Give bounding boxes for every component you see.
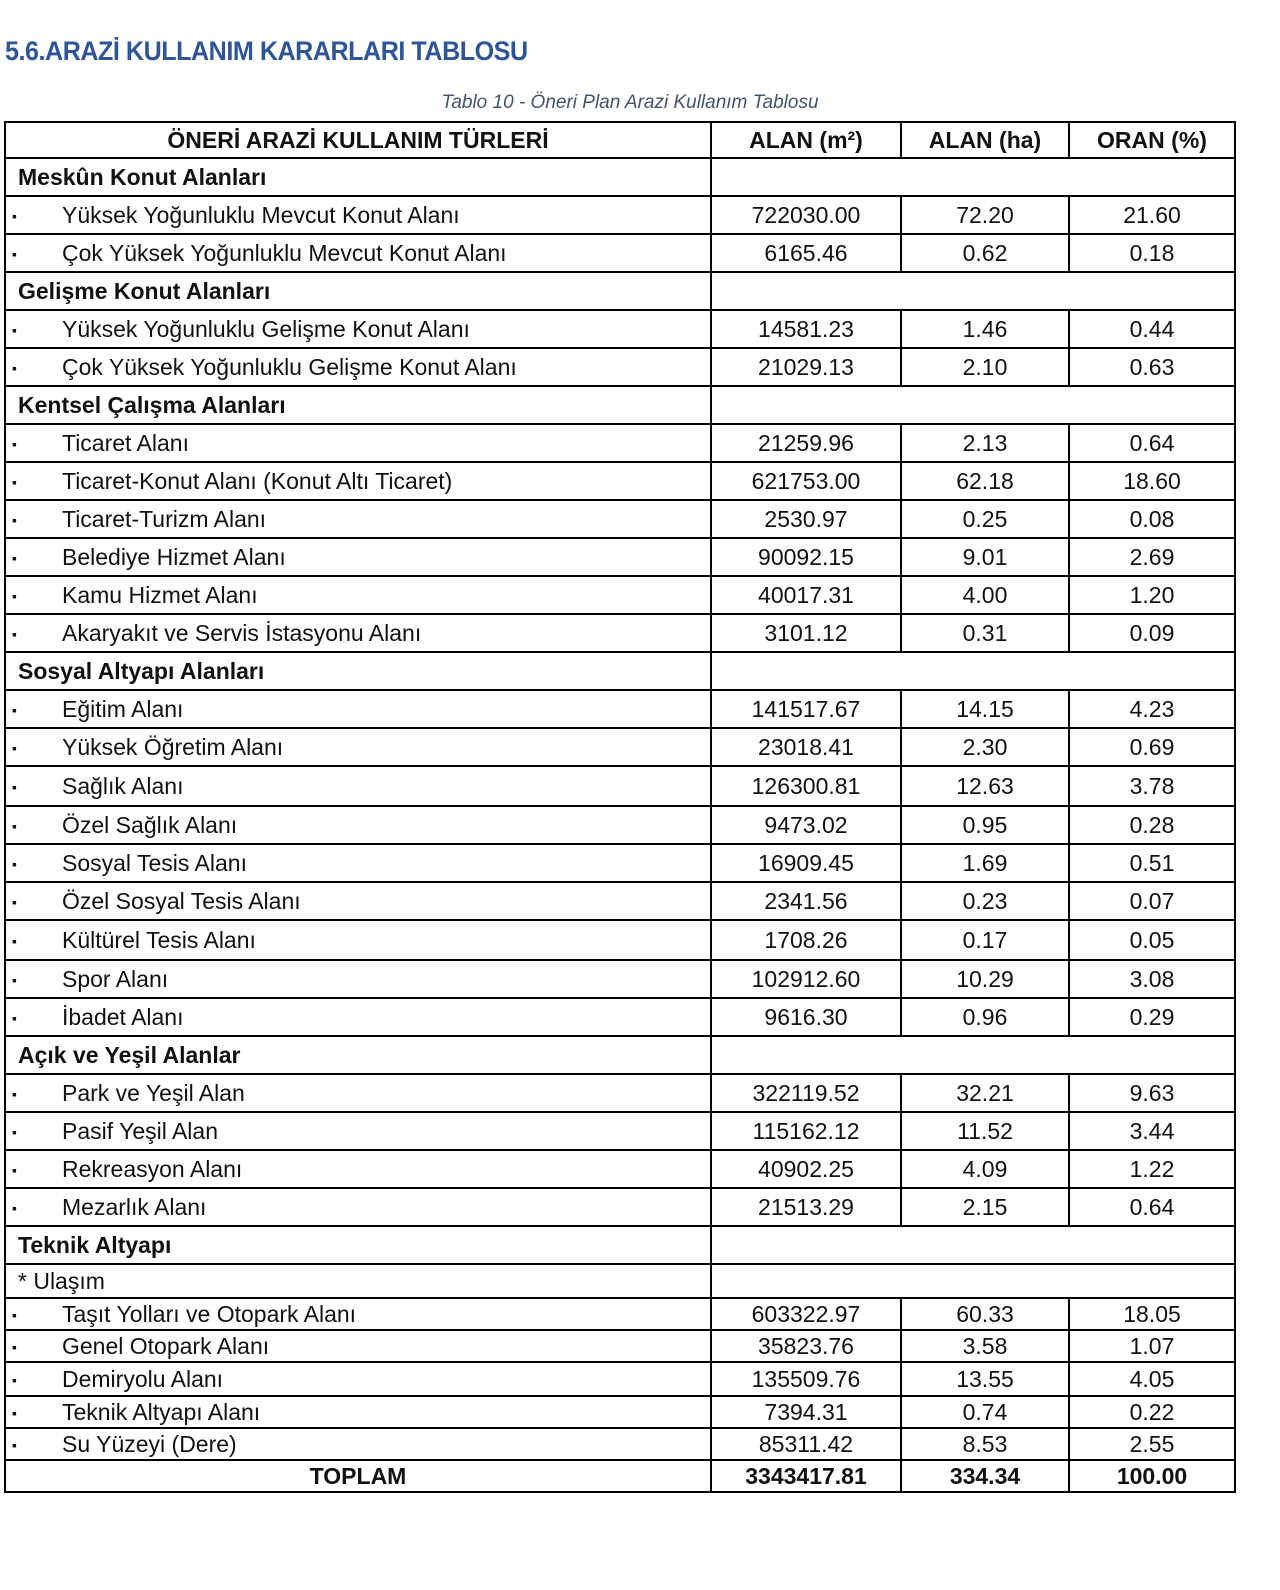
- total-area-m2: 3343417.81: [711, 1460, 901, 1492]
- bullet-icon: ▪: [12, 208, 17, 225]
- bullet-icon: ▪: [12, 1437, 17, 1454]
- ratio-cell: 3.44: [1069, 1112, 1235, 1150]
- land-use-type-cell: [5, 1188, 711, 1226]
- table-row: [5, 1074, 1235, 1112]
- area-m2-cell: 322119.52: [711, 1074, 901, 1112]
- area-ha-cell: 4.00: [901, 576, 1069, 614]
- ratio-cell: 4.23: [1069, 690, 1235, 728]
- ratio-cell: 0.51: [1069, 844, 1235, 882]
- ratio-cell: 0.07: [1069, 882, 1235, 920]
- category-label: Kentsel Çalışma Alanları: [5, 386, 711, 424]
- land-use-label: Çok Yüksek Yoğunluklu Mevcut Konut Alanı: [62, 239, 507, 266]
- empty-cell: [711, 1226, 1235, 1264]
- table-row: [5, 614, 1235, 652]
- bullet-icon: ▪: [12, 1124, 17, 1141]
- land-use-type-cell: [5, 690, 711, 728]
- area-ha-cell: 0.62: [901, 234, 1069, 272]
- land-use-type-cell: [5, 424, 711, 462]
- ratio-cell: 0.08: [1069, 500, 1235, 538]
- category-row: [5, 272, 1235, 310]
- area-ha-cell: 0.17: [901, 920, 1069, 960]
- area-ha-cell: 1.46: [901, 310, 1069, 348]
- header-ratio-percent: ORAN (%): [1069, 122, 1235, 158]
- area-m2-cell: 722030.00: [711, 196, 901, 234]
- ratio-cell: 9.63: [1069, 1074, 1235, 1112]
- ratio-cell: 2.55: [1069, 1428, 1235, 1460]
- land-use-label: Kültürel Tesis Alanı: [62, 926, 256, 953]
- ratio-cell: 0.28: [1069, 806, 1235, 844]
- land-use-label: Akaryakıt ve Servis İstasyonu Alanı: [62, 619, 422, 646]
- land-use-type-cell: [5, 348, 711, 386]
- area-ha-cell: 0.25: [901, 500, 1069, 538]
- area-ha-cell: 11.52: [901, 1112, 1069, 1150]
- land-use-label: Kamu Hizmet Alanı: [62, 581, 258, 608]
- ratio-cell: 0.29: [1069, 998, 1235, 1036]
- land-use-type-cell: [5, 196, 711, 234]
- table-row: [5, 1362, 1235, 1396]
- ratio-cell: 1.22: [1069, 1150, 1235, 1188]
- ratio-cell: 0.09: [1069, 614, 1235, 652]
- bullet-icon: ▪: [12, 856, 17, 873]
- table-row: [5, 728, 1235, 766]
- area-ha-cell: 2.13: [901, 424, 1069, 462]
- category-row: [5, 652, 1235, 690]
- land-use-label: İbadet Alanı: [62, 1003, 184, 1030]
- land-use-type-cell: [5, 1428, 711, 1460]
- section-heading: 5.6.ARAZİ KULLANIM KARARLARI TABLOSU: [5, 36, 528, 66]
- bullet-icon: ▪: [12, 588, 17, 605]
- area-m2-cell: 9616.30: [711, 998, 901, 1036]
- land-use-type-cell: [5, 538, 711, 576]
- area-m2-cell: 14581.23: [711, 310, 901, 348]
- bullet-icon: ▪: [12, 436, 17, 453]
- area-m2-cell: 7394.31: [711, 1396, 901, 1428]
- category-label: Meskûn Konut Alanları: [5, 158, 711, 196]
- ratio-cell: 3.08: [1069, 960, 1235, 998]
- table-header-row: [5, 122, 1235, 158]
- land-use-type-cell: [5, 728, 711, 766]
- table-row: [5, 806, 1235, 844]
- header-area-ha: ALAN (ha): [901, 122, 1069, 158]
- area-m2-cell: 35823.76: [711, 1330, 901, 1362]
- bullet-icon: ▪: [12, 1162, 17, 1179]
- area-ha-cell: 2.10: [901, 348, 1069, 386]
- area-ha-cell: 60.33: [901, 1298, 1069, 1330]
- bullet-icon: ▪: [12, 972, 17, 989]
- category-label: Açık ve Yeşil Alanlar: [5, 1036, 711, 1074]
- table-row: [5, 1330, 1235, 1362]
- ratio-cell: 4.05: [1069, 1362, 1235, 1396]
- land-use-type-cell: [5, 234, 711, 272]
- land-use-type-cell: [5, 1330, 711, 1362]
- table-row: [5, 538, 1235, 576]
- area-m2-cell: 3101.12: [711, 614, 901, 652]
- land-use-type-cell: [5, 576, 711, 614]
- land-use-label: Özel Sosyal Tesis Alanı: [62, 887, 301, 914]
- subcategory-row: [5, 1264, 1235, 1298]
- ratio-cell: 18.60: [1069, 462, 1235, 500]
- bullet-icon: ▪: [12, 246, 17, 263]
- ratio-cell: 3.78: [1069, 766, 1235, 806]
- land-use-label: Ticaret-Konut Alanı (Konut Altı Ticaret): [62, 467, 453, 494]
- land-use-label: Yüksek Yoğunluklu Mevcut Konut Alanı: [62, 201, 460, 228]
- ratio-cell: 0.18: [1069, 234, 1235, 272]
- land-use-type-cell: [5, 500, 711, 538]
- ratio-cell: 0.69: [1069, 728, 1235, 766]
- empty-cell: [711, 1036, 1235, 1074]
- area-m2-cell: 9473.02: [711, 806, 901, 844]
- land-use-label: Özel Sağlık Alanı: [62, 811, 238, 838]
- area-ha-cell: 0.74: [901, 1396, 1069, 1428]
- bullet-icon: ▪: [12, 626, 17, 643]
- table-body: [5, 158, 1235, 1460]
- table-row: [5, 766, 1235, 806]
- land-use-table: [4, 121, 1236, 1493]
- bullet-icon: ▪: [12, 1339, 17, 1356]
- empty-cell: [711, 1264, 1235, 1298]
- table-row: [5, 1112, 1235, 1150]
- area-m2-cell: 90092.15: [711, 538, 901, 576]
- land-use-label: Eğitim Alanı: [62, 695, 184, 722]
- bullet-icon: ▪: [12, 702, 17, 719]
- land-use-type-cell: [5, 844, 711, 882]
- area-ha-cell: 32.21: [901, 1074, 1069, 1112]
- table-caption: Tablo 10 - Öneri Plan Arazi Kullanım Tablosu: [441, 92, 819, 113]
- table-row: [5, 998, 1235, 1036]
- ratio-cell: 18.05: [1069, 1298, 1235, 1330]
- ratio-cell: 0.05: [1069, 920, 1235, 960]
- land-use-label: Pasif Yeşil Alan: [62, 1117, 219, 1144]
- area-m2-cell: 6165.46: [711, 234, 901, 272]
- land-use-type-cell: [5, 998, 711, 1036]
- bullet-icon: ▪: [12, 1307, 17, 1324]
- table-row: [5, 500, 1235, 538]
- area-m2-cell: 16909.45: [711, 844, 901, 882]
- bullet-icon: ▪: [12, 512, 17, 529]
- area-ha-cell: 9.01: [901, 538, 1069, 576]
- area-ha-cell: 2.15: [901, 1188, 1069, 1226]
- area-ha-cell: 72.20: [901, 196, 1069, 234]
- empty-cell: [711, 652, 1235, 690]
- land-use-type-cell: [5, 920, 711, 960]
- category-row: [5, 386, 1235, 424]
- ratio-cell: 1.20: [1069, 576, 1235, 614]
- land-use-type-cell: [5, 462, 711, 500]
- land-use-label: Sosyal Tesis Alanı: [62, 849, 247, 876]
- area-m2-cell: 603322.97: [711, 1298, 901, 1330]
- area-m2-cell: 21029.13: [711, 348, 901, 386]
- bullet-icon: ▪: [12, 1200, 17, 1217]
- category-row: [5, 1036, 1235, 1074]
- table-row: [5, 1298, 1235, 1330]
- land-use-label: Spor Alanı: [62, 965, 169, 992]
- area-m2-cell: 23018.41: [711, 728, 901, 766]
- area-ha-cell: 0.95: [901, 806, 1069, 844]
- area-ha-cell: 12.63: [901, 766, 1069, 806]
- land-use-type-cell: [5, 1074, 711, 1112]
- land-use-label: Çok Yüksek Yoğunluklu Gelişme Konut Alanı: [62, 353, 517, 380]
- area-m2-cell: 21513.29: [711, 1188, 901, 1226]
- area-m2-cell: 2530.97: [711, 500, 901, 538]
- ratio-cell: 0.63: [1069, 348, 1235, 386]
- land-use-type-cell: [5, 1112, 711, 1150]
- land-use-type-cell: [5, 614, 711, 652]
- ratio-cell: 1.07: [1069, 1330, 1235, 1362]
- table-row: [5, 576, 1235, 614]
- total-ratio: 100.00: [1069, 1460, 1235, 1492]
- table-row: [5, 1428, 1235, 1460]
- land-use-label: Demiryolu Alanı: [62, 1365, 224, 1392]
- area-ha-cell: 62.18: [901, 462, 1069, 500]
- land-use-label: Yüksek Yoğunluklu Gelişme Konut Alanı: [62, 315, 470, 342]
- bullet-icon: ▪: [12, 894, 17, 911]
- table-row: [5, 960, 1235, 998]
- land-use-label: Rekreasyon Alanı: [62, 1155, 243, 1182]
- bullet-icon: ▪: [12, 1405, 17, 1422]
- area-ha-cell: 0.23: [901, 882, 1069, 920]
- table-row: [5, 690, 1235, 728]
- area-m2-cell: 135509.76: [711, 1362, 901, 1396]
- land-use-label: Yüksek Öğretim Alanı: [62, 733, 284, 760]
- bullet-icon: ▪: [12, 474, 17, 491]
- land-use-label: Belediye Hizmet Alanı: [62, 543, 286, 570]
- table-row: [5, 196, 1235, 234]
- area-ha-cell: 1.69: [901, 844, 1069, 882]
- bullet-icon: ▪: [12, 1086, 17, 1103]
- header-land-use-type: ÖNERİ ARAZİ KULLANIM TÜRLERİ: [5, 122, 711, 158]
- area-ha-cell: 0.31: [901, 614, 1069, 652]
- area-m2-cell: 126300.81: [711, 766, 901, 806]
- category-label: Teknik Altyapı: [5, 1226, 711, 1264]
- land-use-label: Genel Otopark Alanı: [62, 1332, 270, 1359]
- land-use-type-cell: [5, 1362, 711, 1396]
- land-use-type-cell: [5, 766, 711, 806]
- table-row: [5, 1188, 1235, 1226]
- land-use-label: Su Yüzeyi (Dere): [62, 1430, 237, 1457]
- land-use-type-cell: [5, 1396, 711, 1428]
- bullet-icon: ▪: [12, 779, 17, 796]
- area-m2-cell: 2341.56: [711, 882, 901, 920]
- land-use-type-cell: [5, 882, 711, 920]
- land-use-type-cell: [5, 1150, 711, 1188]
- area-ha-cell: 2.30: [901, 728, 1069, 766]
- table-row: [5, 462, 1235, 500]
- subcategory-label: * Ulaşım: [5, 1264, 711, 1298]
- ratio-cell: 0.64: [1069, 424, 1235, 462]
- area-m2-cell: 85311.42: [711, 1428, 901, 1460]
- ratio-cell: 21.60: [1069, 196, 1235, 234]
- table-row: [5, 234, 1235, 272]
- land-use-type-cell: [5, 960, 711, 998]
- area-m2-cell: 141517.67: [711, 690, 901, 728]
- table-row: [5, 424, 1235, 462]
- category-row: [5, 158, 1235, 196]
- area-m2-cell: 40902.25: [711, 1150, 901, 1188]
- area-ha-cell: 8.53: [901, 1428, 1069, 1460]
- bullet-icon: ▪: [12, 322, 17, 339]
- table-row: [5, 1396, 1235, 1428]
- total-area-ha: 334.34: [901, 1460, 1069, 1492]
- total-label: TOPLAM: [5, 1460, 711, 1492]
- empty-cell: [711, 158, 1235, 196]
- land-use-label: Park ve Yeşil Alan: [62, 1079, 245, 1106]
- bullet-icon: ▪: [12, 1372, 17, 1389]
- land-use-label: Ticaret-Turizm Alanı: [62, 505, 267, 532]
- area-m2-cell: 115162.12: [711, 1112, 901, 1150]
- table-row: [5, 920, 1235, 960]
- category-label: Sosyal Altyapı Alanları: [5, 652, 711, 690]
- area-m2-cell: 102912.60: [711, 960, 901, 998]
- table-row: [5, 310, 1235, 348]
- land-use-label: Ticaret Alanı: [62, 429, 189, 456]
- table-row: [5, 348, 1235, 386]
- category-label: Gelişme Konut Alanları: [5, 272, 711, 310]
- table-row: [5, 1150, 1235, 1188]
- empty-cell: [711, 272, 1235, 310]
- bullet-icon: ▪: [12, 360, 17, 377]
- bullet-icon: ▪: [12, 1010, 17, 1027]
- total-row: [5, 1460, 1235, 1492]
- land-use-label: Sağlık Alanı: [62, 772, 184, 799]
- bullet-icon: ▪: [12, 818, 17, 835]
- area-ha-cell: 14.15: [901, 690, 1069, 728]
- land-use-type-cell: [5, 1298, 711, 1330]
- ratio-cell: 0.22: [1069, 1396, 1235, 1428]
- land-use-label: Mezarlık Alanı: [62, 1193, 207, 1220]
- area-m2-cell: 621753.00: [711, 462, 901, 500]
- area-ha-cell: 13.55: [901, 1362, 1069, 1396]
- table-row: [5, 882, 1235, 920]
- area-ha-cell: 4.09: [901, 1150, 1069, 1188]
- land-use-type-cell: [5, 806, 711, 844]
- area-m2-cell: 40017.31: [711, 576, 901, 614]
- bullet-icon: ▪: [12, 740, 17, 757]
- area-ha-cell: 3.58: [901, 1330, 1069, 1362]
- ratio-cell: 0.44: [1069, 310, 1235, 348]
- area-ha-cell: 0.96: [901, 998, 1069, 1036]
- land-use-label: Taşıt Yolları ve Otopark Alanı: [62, 1300, 357, 1327]
- land-use-label: Teknik Altyapı Alanı: [62, 1398, 261, 1425]
- bullet-icon: ▪: [12, 550, 17, 567]
- bullet-icon: ▪: [12, 933, 17, 950]
- category-row: [5, 1226, 1235, 1264]
- land-use-type-cell: [5, 310, 711, 348]
- area-ha-cell: 10.29: [901, 960, 1069, 998]
- area-m2-cell: 21259.96: [711, 424, 901, 462]
- ratio-cell: 2.69: [1069, 538, 1235, 576]
- header-area-m2: ALAN (m²): [711, 122, 901, 158]
- area-m2-cell: 1708.26: [711, 920, 901, 960]
- ratio-cell: 0.64: [1069, 1188, 1235, 1226]
- table-row: [5, 844, 1235, 882]
- empty-cell: [711, 386, 1235, 424]
